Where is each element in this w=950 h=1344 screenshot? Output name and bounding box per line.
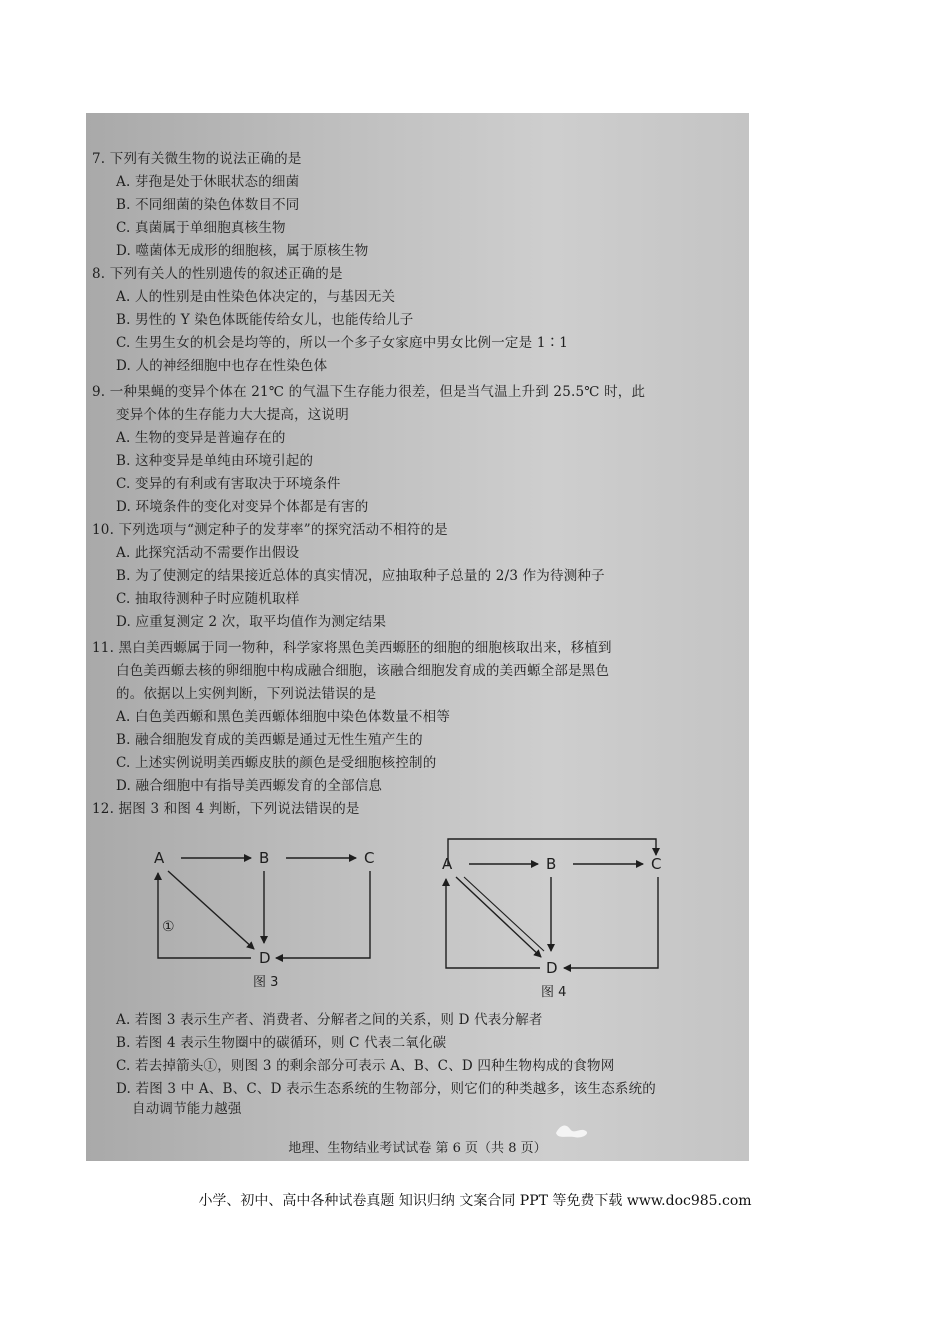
- question-8-option-a: A. 人的性别是由性染色体决定的，与基因无关: [116, 289, 396, 305]
- fig4-node-a: A: [442, 855, 453, 873]
- question-7-option-a: A. 芽孢是处于休眠状态的细菌: [116, 174, 300, 190]
- question-7-stem: 7. 下列有关微生物的说法正确的是: [92, 151, 302, 167]
- fig3-arrow-a-to-d: [168, 871, 254, 949]
- question-12-stem: 12. 据图 3 和图 4 判断，下列说法错误的是: [92, 801, 360, 817]
- question-12-option-a: A. 若图 3 表示生产者、消费者、分解者之间的关系，则 D 代表分解者: [116, 1012, 543, 1028]
- fig3-node-c: C: [364, 849, 375, 867]
- fig4-arrow-c-to-d: [564, 877, 658, 968]
- question-11-option-d: D. 融合细胞中有指导美西螈发育的全部信息: [116, 778, 383, 794]
- fig3-marker-circle-1: ①: [162, 919, 175, 935]
- site-footer: 小学、初中、高中各种试卷真题 知识归纳 文案合同 PPT 等免费下载 www.doc985.com: [198, 1193, 752, 1209]
- question-7-option-d: D. 噬菌体无成形的细胞核，属于原核生物: [116, 243, 369, 259]
- question-10-stem: 10. 下列选项与“测定种子的发芽率”的探究活动不相符的是: [92, 522, 448, 538]
- figure-4: [442, 839, 661, 1000]
- question-12-option-d: D. 若图 3 中 A、B、C、D 表示生态系统的生物部分，则它们的种类越多，该生态系统的: [116, 1081, 657, 1097]
- fig3-caption: 图 3: [253, 975, 279, 990]
- question-7-option-b: B. 不同细菌的染色体数目不同: [116, 197, 300, 213]
- question-10-option-c: C. 抽取待测种子时应随机取样: [116, 591, 300, 607]
- fig4-node-c: C: [651, 855, 662, 873]
- question-9-option-a: A. 生物的变异是普遍存在的: [116, 430, 286, 446]
- question-12-option-d-continued: 自动调节能力越强: [132, 1101, 242, 1117]
- question-7-option-c: C. 真菌属于单细胞真核生物: [116, 220, 286, 236]
- question-10-option-d: D. 应重复测定 2 次，取平均值作为测定结果: [116, 614, 387, 630]
- fig3-arrow-c-to-d: [276, 871, 370, 958]
- fig4-double-line: [464, 877, 544, 951]
- question-12-option-b: B. 若图 4 表示生物圈中的碳循环，则 C 代表二氧化碳: [116, 1035, 447, 1051]
- question-10-option-b: B. 为了使测定的结果接近总体的真实情况，应抽取种子总量的 2/3 作为待测种子: [116, 568, 605, 584]
- question-11-option-b: B. 融合细胞发育成的美西螈是通过无性生殖产生的: [116, 732, 423, 748]
- question-9-stem: 9. 一种果蝇的变异个体在 21℃ 的气温下生存能力很差，但是当气温上升到 25.5℃ 时，此: [92, 384, 646, 400]
- fig3-node-a: A: [154, 849, 165, 867]
- scanned-exam-page: [86, 113, 749, 1161]
- question-12-option-c: C. 若去掉箭头①，则图 3 的剩余部分可表示 A、B、C、D 四种生物构成的食物网: [116, 1058, 615, 1074]
- question-8-option-b: B. 男性的 Y 染色体既能传给女儿，也能传给儿子: [116, 312, 414, 328]
- fig3-node-b: B: [259, 849, 270, 867]
- question-9-stem-continued: 变异个体的生存能力大大提高，这说明: [116, 407, 349, 423]
- question-11-stem-continued: 白色美西螈去核的卵细胞中构成融合细胞，该融合细胞发育成的美西螈全部是黑色: [116, 663, 610, 679]
- question-9-option-b: B. 这种变异是单纯由环境引起的: [116, 453, 314, 469]
- fig4-arrow-a-to-d: [456, 877, 541, 957]
- question-9-option-d: D. 环境条件的变化对变异个体都是有害的: [116, 499, 369, 515]
- question-8-option-d: D. 人的神经细胞中也存在性染色体: [116, 358, 328, 374]
- fig4-node-d: D: [546, 959, 558, 977]
- fig3-arrow-d-to-a: [158, 873, 251, 958]
- question-11-stem-continued-2: 的。依据以上实例判断，下列说法错误的是: [116, 686, 377, 702]
- question-11-option-c: C. 上述实例说明美西螈皮肤的颜色是受细胞核控制的: [116, 755, 437, 771]
- question-11-stem: 11. 黑白美西螈属于同一物种，科学家将黑色美西螈胚的细胞的细胞核取出来，移植到: [92, 640, 612, 656]
- figure-3-and-4-diagrams: [126, 833, 726, 1008]
- question-9-option-c: C. 变异的有利或有害取决于环境条件: [116, 476, 341, 492]
- fig4-caption: 图 4: [541, 985, 567, 1000]
- question-11-option-a: A. 白色美西螈和黑色美西螈体细胞中染色体数量不相等: [116, 709, 451, 725]
- fig4-arrow-d-to-a: [446, 879, 540, 968]
- question-8-option-c: C. 生男生女的机会是均等的，所以一个多子女家庭中男女比例一定是 1∶1: [116, 335, 569, 351]
- fig4-node-b: B: [546, 855, 557, 873]
- figure-3: [154, 849, 374, 990]
- question-10-option-a: A. 此探究活动不需要作出假设: [116, 545, 300, 561]
- fig3-node-d: D: [259, 949, 271, 967]
- question-8-stem: 8. 下列有关人的性别遗传的叙述正确的是: [92, 266, 343, 282]
- exam-page-footer: 地理、生物结业考试试卷 第 6 页（共 8 页）: [288, 1141, 547, 1156]
